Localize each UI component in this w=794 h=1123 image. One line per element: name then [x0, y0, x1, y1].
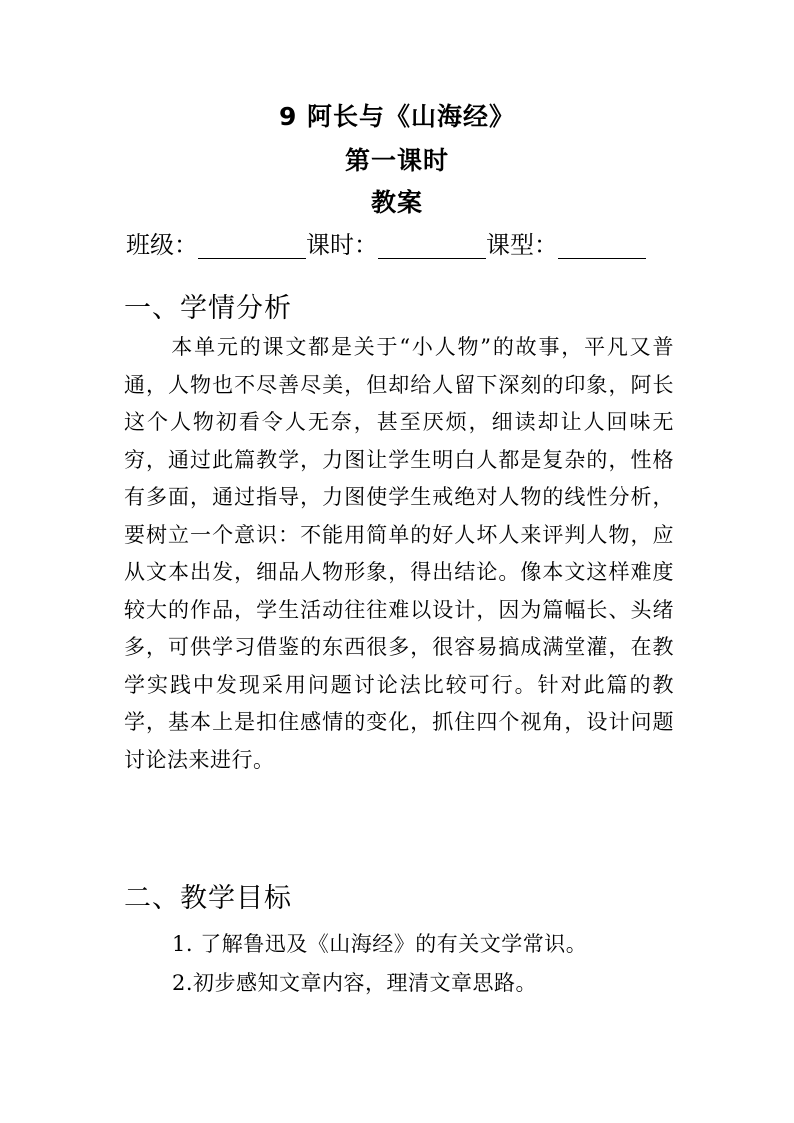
section-heading-teaching-goals: 二、教学目标: [124, 883, 292, 914]
class-label: 班级：: [126, 231, 198, 259]
period-label: 课时：: [306, 231, 378, 259]
document-type: 教案: [370, 188, 423, 217]
section-heading-student-analysis: 一、学情分析: [124, 293, 292, 324]
student-analysis-text: 本单元的课文都是关于“小人物”的故事，平凡又普通，人物也不尽善尽美，但却给人留下深刻的印象，阿长这个人物初看令人无奈，甚至厌烦，细读却让人回味无穷，通过此篇教学，力图让学生明白人都是复杂的，性格有多面，通过指导，力图使学生戒绝对人物的线性分析，要树立一个意识：不能用简单的好人坏人来评判人物，应从文本出发，细品人物形象，得出结论。像本文这样难度较大的作品，学生活动往往难以设计，因为篇幅长、头绪多，可供学习借鉴的东西很多，很容易搞成满堂灌，在教学实践中发现采用问题讨论法比较可行。针对此篇的教学，基本上是扣住感情的变化，抓住四个视角，设计问题讨论法来进行。: [124, 335, 674, 772]
info-fields-row: [126, 228, 686, 264]
lesson-type-blank-line: [558, 228, 646, 259]
student-analysis-paragraph: [124, 329, 674, 779]
document-title: 9 阿长与《山海经》: [278, 102, 516, 131]
period-blank-line: [378, 228, 486, 259]
lesson-type-label: 课型：: [486, 231, 558, 259]
document-subtitle: 第一课时: [344, 146, 449, 175]
teaching-goal-item: 2.初步感知文章内容，理清文章思路。: [172, 971, 538, 995]
teaching-goal-item: 1. 了解鲁迅及《山海经》的有关文学常识。: [172, 932, 588, 956]
class-blank-line: [198, 228, 306, 259]
